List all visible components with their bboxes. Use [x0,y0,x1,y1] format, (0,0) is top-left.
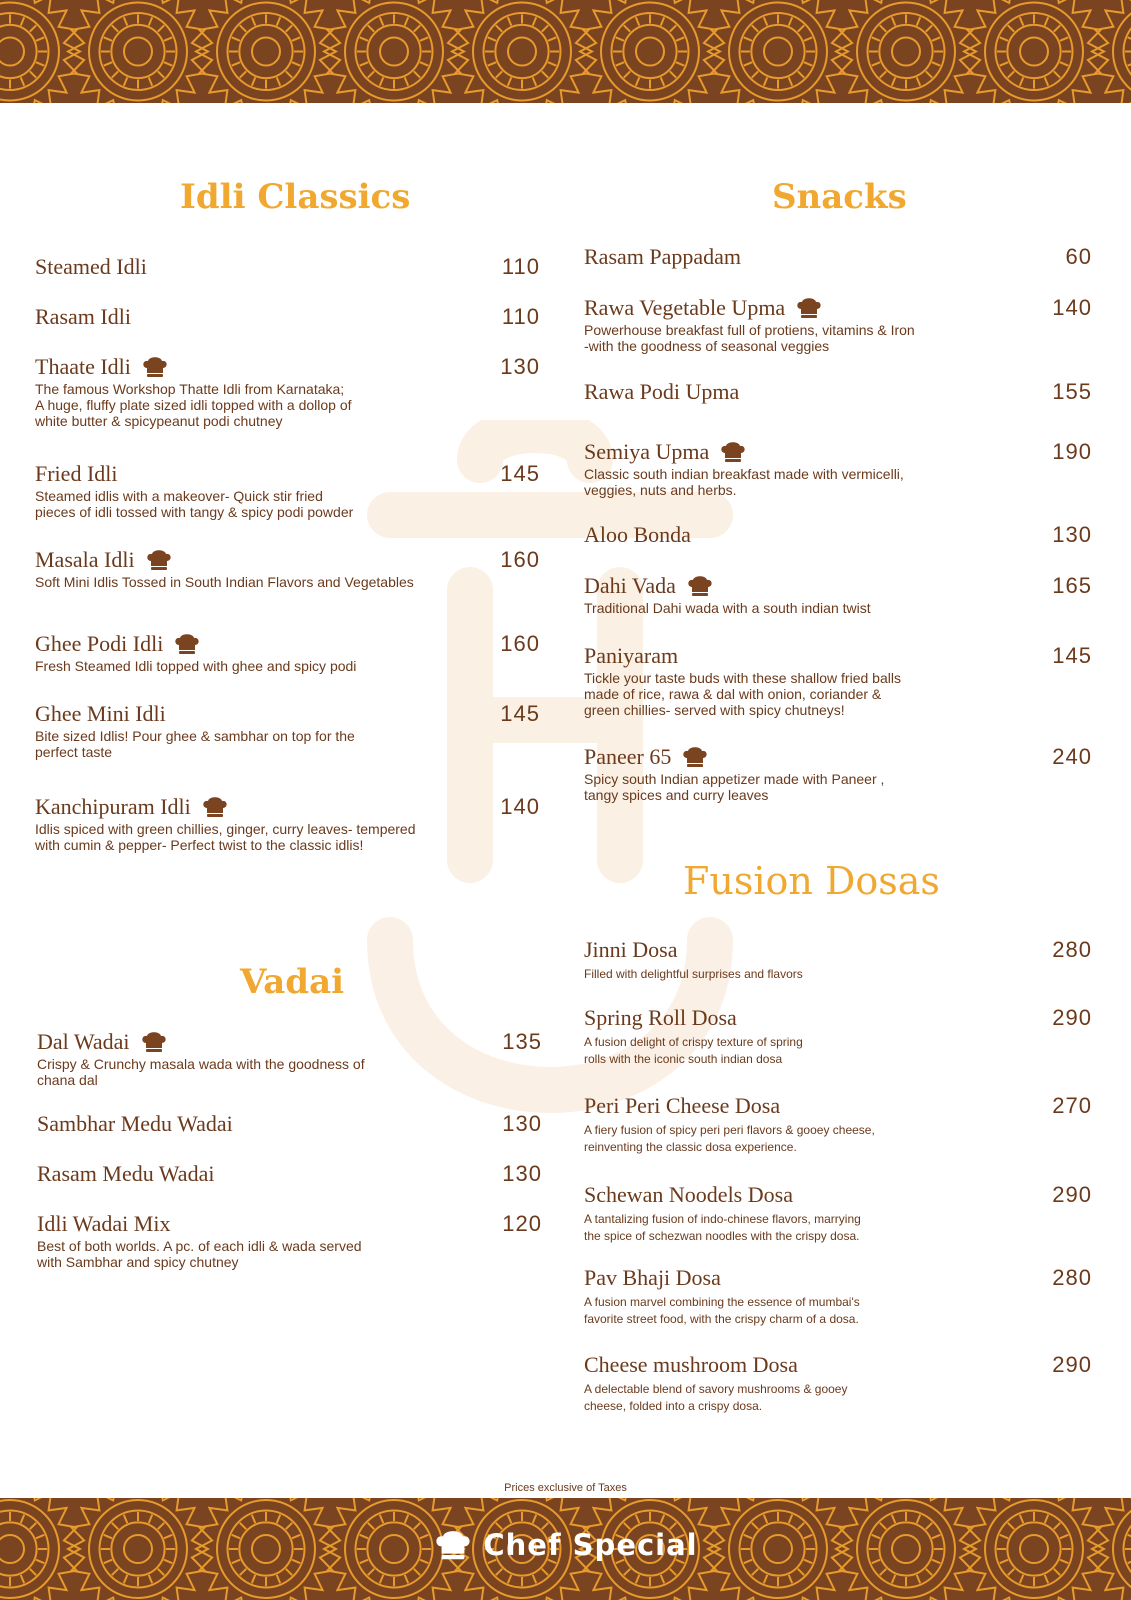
menu-item [584,1266,1092,1328]
item-description: Steamed idlis with a makeover- Quick stir fried pieces of idli tossed with tangy & spicy podi powder [35,488,354,520]
item-name-text: Pav Bhaji Dosa [584,1265,721,1290]
menu-item [584,245,1092,269]
item-price: 290 [1052,1182,1092,1207]
item-name-text: Rasam Medu Wadai [37,1161,215,1186]
item-name-text: Aloo Bonda [584,522,691,547]
item-description: The famous Workshop Thatte Idli from Karnataka; A huge, fluffy plate sized idli topped with a dollop of white butter & spicypeanut podi chutney [35,381,352,429]
item-price: 60 [1065,244,1092,269]
item-name-text: Ghee Podi Idli [35,631,164,656]
item-name-text: Dahi Vada [584,573,676,598]
item-price: 190 [1052,439,1092,464]
item-name-text: Sambhar Medu Wadai [37,1111,233,1136]
menu-item [584,1183,1092,1245]
item-name-text: Semiya Upma [584,439,710,464]
item-name [584,296,1092,320]
top-ornament-band [0,0,1131,103]
menu-item [584,745,1092,803]
item-price: 160 [500,547,540,572]
item-name-text: Schewan Noodels Dosa [584,1182,793,1207]
item-name [35,632,540,656]
item-description: A tantalizing fusion of indo-chinese flavors, marrying the spice of schezwan noodles with the crispy dosa. [584,1212,861,1243]
chef-special-label: Chef Special [483,1528,698,1562]
section-title-fusion-dosas: Fusion Dosas [683,859,940,903]
item-name-text: Rasam Idli [35,304,131,329]
item-name [37,1162,542,1186]
item-name [37,1212,542,1236]
item-name-text: Paniyaram [584,643,679,668]
item-name-text: Jinni Dosa [584,937,678,962]
item-name [584,938,1092,962]
menu-item [584,1094,1092,1156]
menu-item [35,305,540,329]
item-name [584,1094,1092,1118]
item-name [35,355,540,379]
menu-item [35,462,540,520]
item-description: Classic south indian breakfast made with vermicelli, veggies, nuts and herbs. [584,466,904,498]
item-name [35,462,540,486]
item-name [37,1112,542,1136]
item-name-text: Rawa Podi Upma [584,379,740,404]
item-name-text: Fried Idli [35,461,118,486]
menu-item [584,380,1092,404]
menu-item [584,440,1092,498]
item-price: 155 [1052,379,1092,404]
item-price: 110 [501,254,540,279]
item-name [584,380,1092,404]
chef-special-legend [0,1528,1131,1562]
item-name-text: Idli Wadai Mix [37,1211,171,1236]
item-price: 160 [500,631,540,656]
item-name [584,644,1092,668]
menu-item [35,355,540,429]
menu-item [37,1212,542,1270]
item-price: 280 [1052,937,1092,962]
chef-hat-icon [719,441,747,463]
chef-hat-icon [201,796,229,818]
item-price: 130 [500,354,540,379]
menu-item [584,523,1092,547]
section-title-snacks: Snacks [772,177,907,217]
item-name [35,548,540,572]
chef-hat-icon [433,1529,473,1561]
item-price: 290 [1052,1005,1092,1030]
item-description: Bite sized Idlis! Pour ghee & sambhar on top for the perfect taste [35,728,355,760]
item-name-text: Steamed Idli [35,254,147,279]
chef-hat-icon [140,1031,168,1053]
menu-item [35,548,540,590]
item-price: 130 [502,1161,542,1186]
menu-item [584,296,1092,354]
chef-hat-icon [145,549,173,571]
item-name [584,1183,1092,1207]
item-price: 140 [500,794,540,819]
item-description: Powerhouse breakfast full of protiens, vitamins & Iron -with the goodness of seasonal veggies [584,322,915,354]
menu-item [37,1162,542,1186]
item-name [35,795,540,819]
menu-item [584,1006,1092,1068]
menu-item [37,1030,542,1088]
item-name-text: Rawa Vegetable Upma [584,295,786,320]
item-price: 140 [1052,295,1092,320]
item-name [584,745,1092,769]
item-price: 280 [1052,1265,1092,1290]
item-description: Fresh Steamed Idli topped with ghee and spicy podi [35,658,357,674]
item-price: 135 [502,1029,542,1054]
item-name [584,574,1092,598]
item-name-text: Ghee Mini Idli [35,701,166,726]
item-description: Idlis spiced with green chillies, ginger, curry leaves- tempered with cumin & pepper- Perfect twist to the classic idlis! [35,821,416,853]
menu-item [35,255,540,279]
menu-item [37,1112,542,1136]
menu-item [584,644,1092,718]
item-description: A fusion marvel combining the essence of mumbai's favorite street food, with the crispy charm of a dosa. [584,1295,860,1326]
item-name-text: Masala Idli [35,547,135,572]
item-name [35,305,540,329]
chef-hat-icon [681,746,709,768]
section-title-idli-classics: Idli Classics [180,177,411,217]
item-price: 120 [502,1211,542,1236]
item-price: 145 [1052,643,1092,668]
section-title-vadai: Vadai [240,962,345,1002]
menu-item [584,1353,1092,1415]
item-name [37,1030,542,1054]
item-price: 110 [501,304,540,329]
item-description: Traditional Dahi wada with a south indian twist [584,600,871,616]
item-description: Best of both worlds. A pc. of each idli & wada served with Sambhar and spicy chutney [37,1238,362,1270]
item-name [584,1353,1092,1377]
item-name-text: Dal Wadai [37,1029,130,1054]
item-price: 145 [500,461,540,486]
item-name-text: Rasam Pappadam [584,244,742,269]
item-name [584,245,1092,269]
item-description: Crispy & Crunchy masala wada with the goodness of chana dal [37,1056,365,1088]
menu-item [35,702,540,760]
item-price: 165 [1052,573,1092,598]
item-price: 145 [500,701,540,726]
item-name-text: Peri Peri Cheese Dosa [584,1093,781,1118]
item-name-text: Kanchipuram Idli [35,794,191,819]
item-price: 270 [1052,1093,1092,1118]
item-description: Soft Mini Idlis Tossed in South Indian Flavors and Vegetables [35,574,414,590]
chef-hat-icon [141,356,169,378]
item-name [584,1266,1092,1290]
item-price: 290 [1052,1352,1092,1377]
chef-hat-icon [795,297,823,319]
item-description: Spicy south Indian appetizer made with Paneer , tangy spices and curry leaves [584,771,885,803]
item-name [584,523,1092,547]
item-name-text: Cheese mushroom Dosa [584,1352,798,1377]
item-name-text: Thaate Idli [35,354,131,379]
item-description: Tickle your taste buds with these shallow fried balls made of rice, rawa & dal with onion, coriander & green chillies- served with spicy chutneys! [584,670,901,718]
chef-hat-icon [686,575,714,597]
item-name [584,1006,1092,1030]
item-price: 240 [1052,744,1092,769]
chef-hat-icon [173,633,201,655]
menu-item [35,632,540,674]
item-description: A delectable blend of savory mushrooms & gooey cheese, folded into a crispy dosa. [584,1382,848,1413]
tax-note: Prices exclusive of Taxes [504,1482,627,1494]
item-name [35,702,540,726]
item-price: 130 [1052,522,1092,547]
item-price: 130 [502,1111,542,1136]
item-description: Filled with delightful surprises and flavors [584,967,803,981]
item-name [35,255,540,279]
menu-item [35,795,540,853]
item-description: A fiery fusion of spicy peri peri flavors & gooey cheese, reinventing the classic dosa experience. [584,1123,875,1154]
item-description: A fusion delight of crispy texture of spring rolls with the iconic south indian dosa [584,1035,803,1066]
item-name-text: Paneer 65 [584,744,672,769]
item-name [584,440,1092,464]
menu-item [584,938,1092,983]
item-name-text: Spring Roll Dosa [584,1005,737,1030]
menu-item [584,574,1092,616]
sun-mandala-icon [0,0,1131,103]
